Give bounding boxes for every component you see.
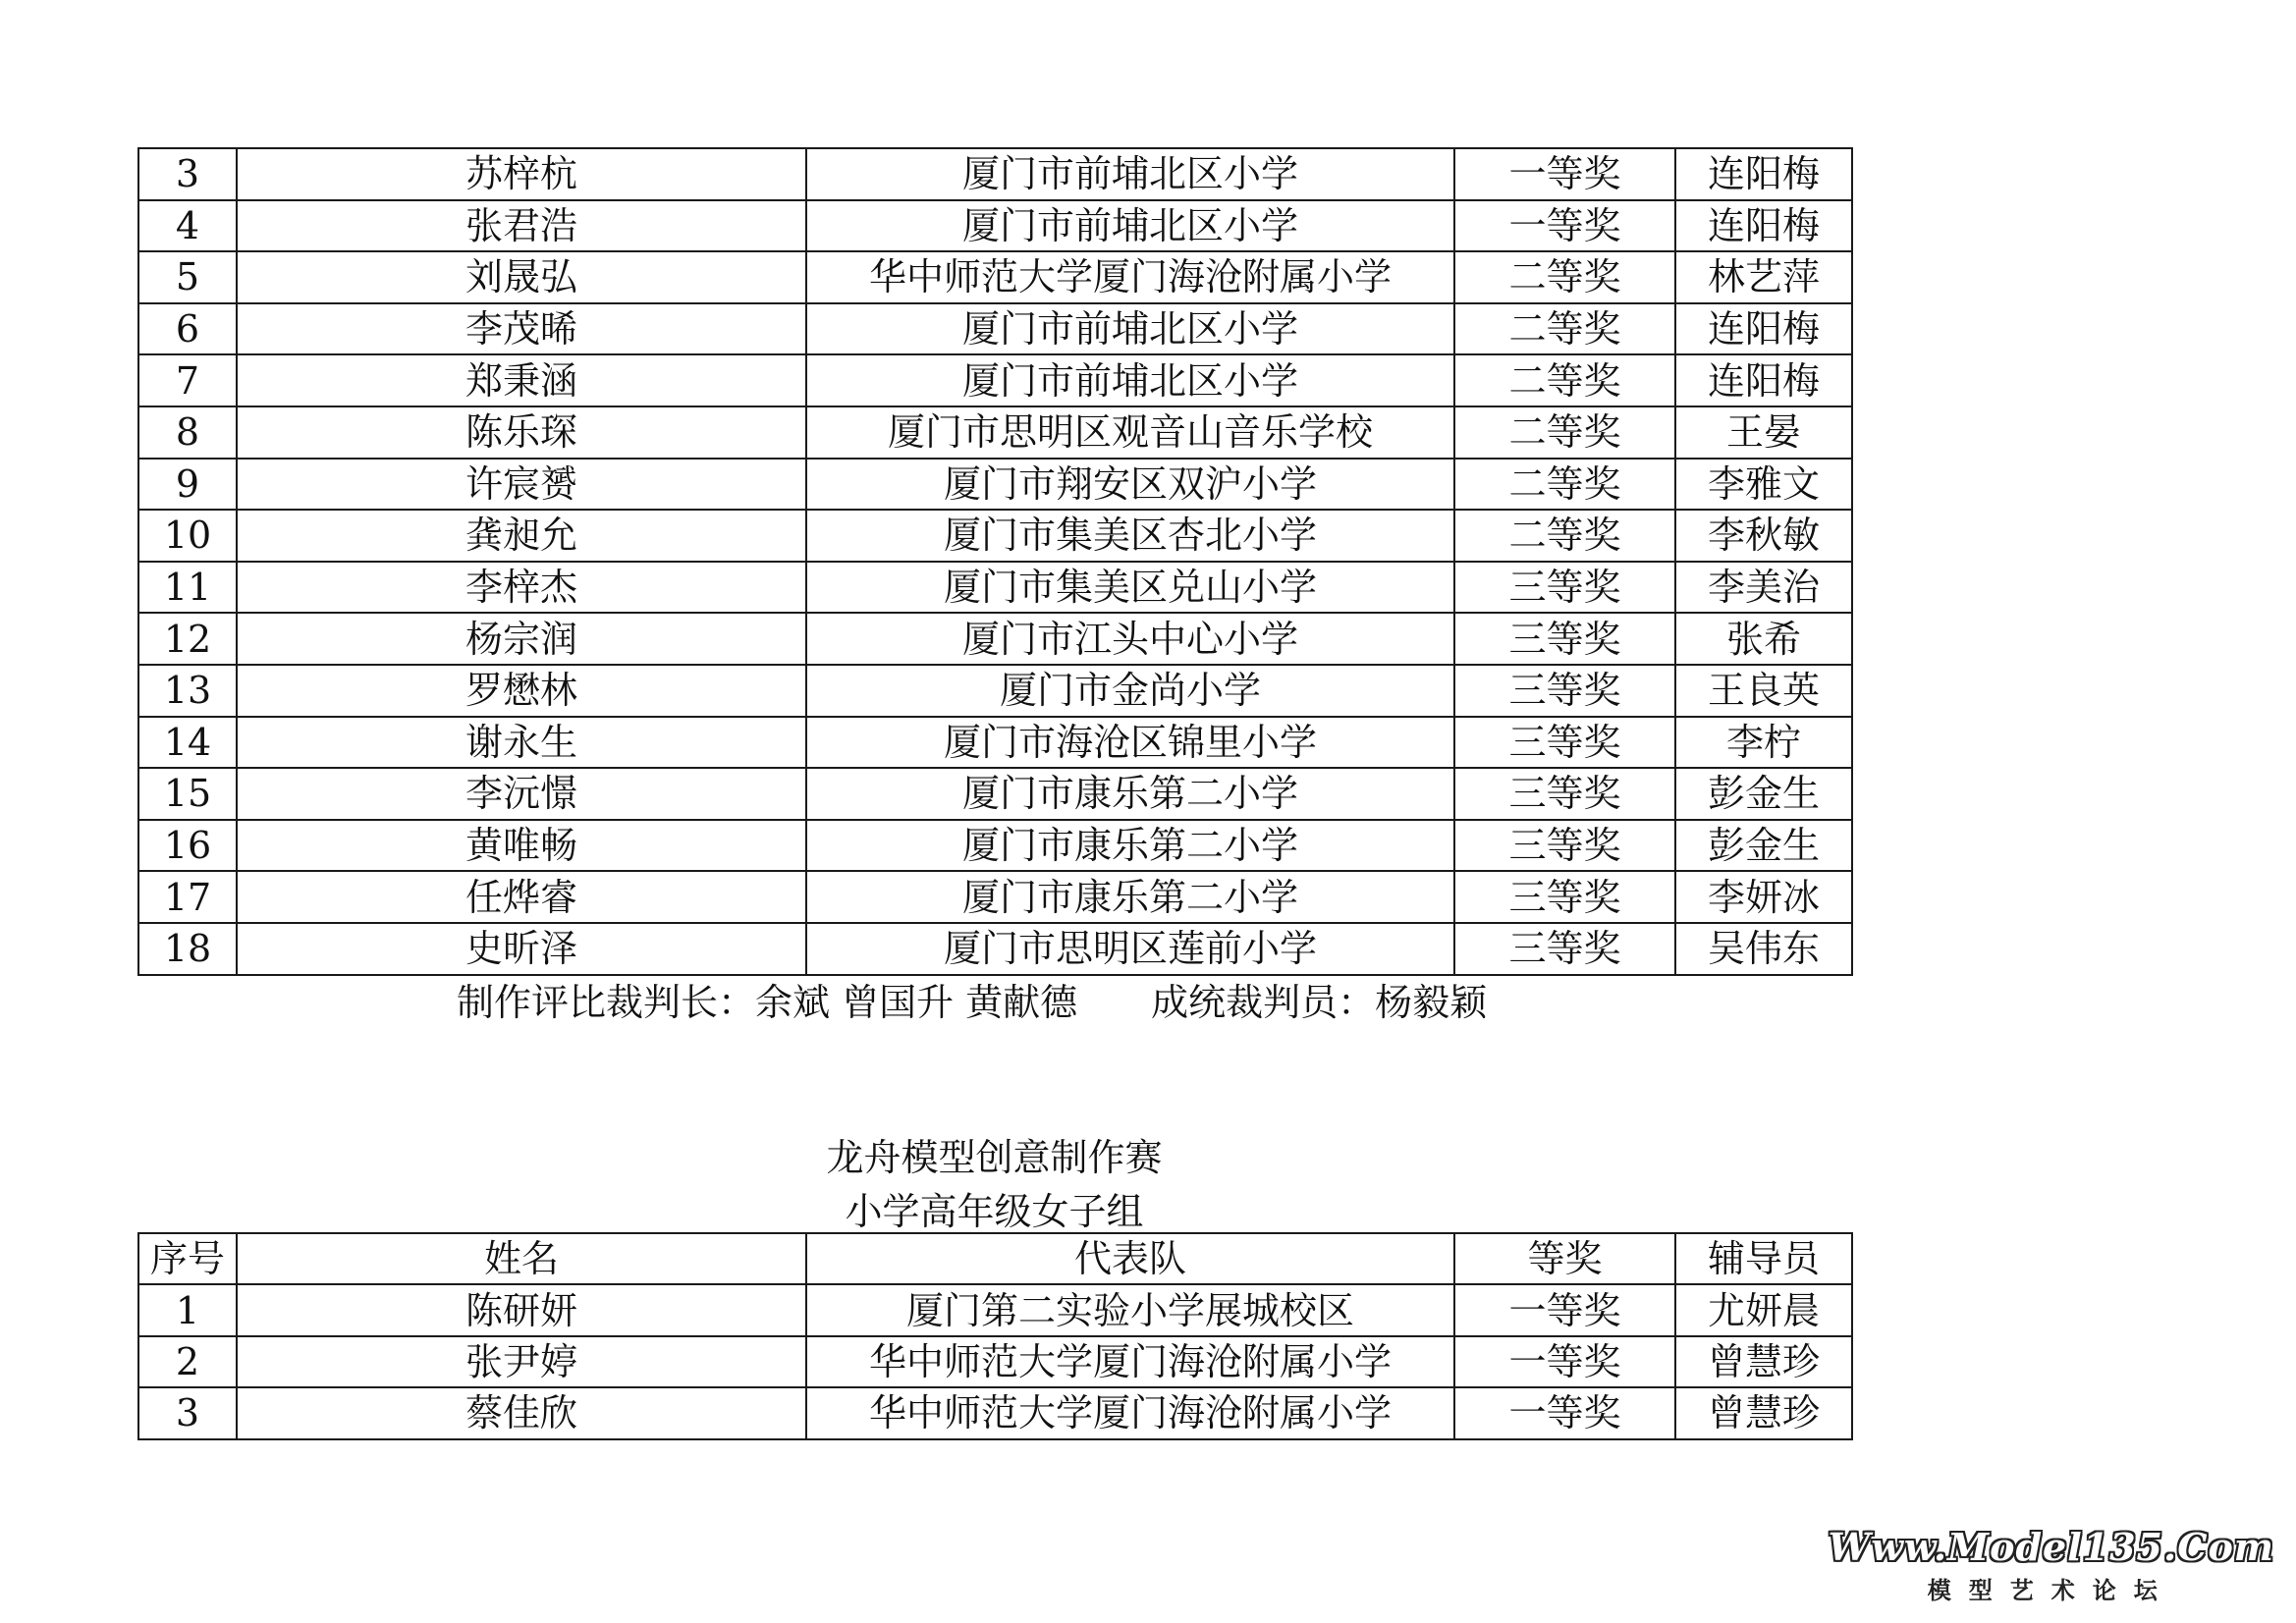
cell-name: 许宸赟	[237, 459, 806, 511]
table-row	[138, 354, 1852, 406]
cell-coach: 李妍冰	[1675, 871, 1852, 923]
cell-name: 陈乐琛	[237, 406, 806, 459]
cell-team: 厦门市前埔北区小学	[806, 303, 1454, 355]
cell-award: 一等奖	[1454, 148, 1675, 200]
awards-table-girls	[137, 1232, 1853, 1440]
cell-award: 三等奖	[1454, 562, 1675, 614]
cell-award: 一等奖	[1454, 1387, 1675, 1438]
table-row	[138, 1284, 1852, 1335]
cell-award: 二等奖	[1454, 459, 1675, 511]
site-watermark	[1829, 1525, 2274, 1605]
header-coach: 辅导员	[1675, 1233, 1852, 1284]
cell-team: 厦门市海沧区锦里小学	[806, 717, 1454, 769]
cell-no: 3	[138, 148, 237, 200]
cell-award: 一等奖	[1454, 1336, 1675, 1387]
cell-coach: 李柠	[1675, 717, 1852, 769]
cell-team: 厦门市集美区兑山小学	[806, 562, 1454, 614]
cell-coach: 王晏	[1675, 406, 1852, 459]
table-row	[138, 562, 1852, 614]
cell-coach: 吴伟东	[1675, 923, 1852, 975]
cell-no: 8	[138, 406, 237, 459]
table-row	[138, 303, 1852, 355]
cell-name: 李茂晞	[237, 303, 806, 355]
cell-name: 杨宗润	[237, 613, 806, 665]
cell-no: 7	[138, 354, 237, 406]
cell-coach: 连阳梅	[1675, 303, 1852, 355]
table-row	[138, 923, 1852, 975]
cell-coach: 彭金生	[1675, 820, 1852, 872]
header-team: 代表队	[806, 1233, 1454, 1284]
scoring-judge-text: 成统裁判员：杨毅颖	[1151, 981, 1488, 1024]
cell-team: 厦门市江头中心小学	[806, 613, 1454, 665]
cell-name: 陈研妍	[237, 1284, 806, 1335]
cell-no: 4	[138, 200, 237, 252]
table-row	[138, 820, 1852, 872]
table-row	[138, 1387, 1852, 1438]
table-row	[138, 406, 1852, 459]
table-row	[138, 665, 1852, 717]
table-row	[138, 1336, 1852, 1387]
header-award: 等奖	[1454, 1233, 1675, 1284]
awards-table-girls-body	[138, 1284, 1852, 1438]
cell-no: 11	[138, 562, 237, 614]
cell-team: 厦门市思明区观音山音乐学校	[806, 406, 1454, 459]
cell-award: 二等奖	[1454, 303, 1675, 355]
header-name: 姓名	[237, 1233, 806, 1284]
cell-award: 三等奖	[1454, 665, 1675, 717]
cell-award: 三等奖	[1454, 613, 1675, 665]
cell-name: 蔡佳欣	[237, 1387, 806, 1438]
cell-no: 3	[138, 1387, 237, 1438]
cell-name: 任烨睿	[237, 871, 806, 923]
judges-line	[457, 981, 1488, 1024]
production-judges-text: 制作评比裁判长：余斌 曾国升 黄献德	[457, 981, 1078, 1024]
cell-name: 龚昶允	[237, 510, 806, 562]
cell-award: 一等奖	[1454, 200, 1675, 252]
cell-no: 9	[138, 459, 237, 511]
cell-award: 二等奖	[1454, 251, 1675, 303]
cell-name: 史昕泽	[237, 923, 806, 975]
table-row	[138, 768, 1852, 820]
cell-name: 罗懋林	[237, 665, 806, 717]
cell-award: 三等奖	[1454, 820, 1675, 872]
cell-name: 张君浩	[237, 200, 806, 252]
cell-coach: 张希	[1675, 613, 1852, 665]
cell-no: 1	[138, 1284, 237, 1335]
cell-team: 厦门市前埔北区小学	[806, 148, 1454, 200]
cell-no: 18	[138, 923, 237, 975]
cell-award: 三等奖	[1454, 717, 1675, 769]
cell-team: 厦门市金尚小学	[806, 665, 1454, 717]
cell-no: 17	[138, 871, 237, 923]
cell-coach: 林艺萍	[1675, 251, 1852, 303]
cell-coach: 曾慧珍	[1675, 1336, 1852, 1387]
cell-no: 16	[138, 820, 237, 872]
cell-name: 李沅憬	[237, 768, 806, 820]
table-row	[138, 717, 1852, 769]
table-row	[138, 871, 1852, 923]
cell-no: 6	[138, 303, 237, 355]
cell-name: 苏梓杭	[237, 148, 806, 200]
cell-coach: 连阳梅	[1675, 148, 1852, 200]
cell-name: 刘晟弘	[237, 251, 806, 303]
cell-team: 厦门市康乐第二小学	[806, 768, 1454, 820]
cell-name: 李梓杰	[237, 562, 806, 614]
section-subtitle: 小学高年级女子组	[845, 1190, 1144, 1233]
cell-award: 二等奖	[1454, 406, 1675, 459]
cell-team: 厦门市康乐第二小学	[806, 871, 1454, 923]
watermark-caption: 模型艺术论坛	[1927, 1577, 2175, 1604]
cell-name: 黄唯畅	[237, 820, 806, 872]
cell-award: 二等奖	[1454, 510, 1675, 562]
cell-award: 三等奖	[1454, 923, 1675, 975]
table-header-row	[138, 1233, 1852, 1284]
cell-coach: 连阳梅	[1675, 200, 1852, 252]
table-row	[138, 251, 1852, 303]
cell-no: 15	[138, 768, 237, 820]
cell-team: 厦门市翔安区双沪小学	[806, 459, 1454, 511]
cell-team: 华中师范大学厦门海沧附属小学	[806, 1387, 1454, 1438]
cell-team: 厦门市前埔北区小学	[806, 200, 1454, 252]
cell-award: 三等奖	[1454, 871, 1675, 923]
cell-no: 10	[138, 510, 237, 562]
table-row	[138, 613, 1852, 665]
header-no: 序号	[138, 1233, 237, 1284]
table-row	[138, 459, 1852, 511]
cell-team: 厦门市思明区莲前小学	[806, 923, 1454, 975]
table-row	[138, 510, 1852, 562]
cell-name: 郑秉涵	[237, 354, 806, 406]
cell-team: 厦门市康乐第二小学	[806, 820, 1454, 872]
cell-coach: 李美治	[1675, 562, 1852, 614]
cell-team: 华中师范大学厦门海沧附属小学	[806, 1336, 1454, 1387]
cell-name: 张尹婷	[237, 1336, 806, 1387]
watermark-site-text: Www.Model135.Com	[1828, 1525, 2274, 1569]
cell-coach: 彭金生	[1675, 768, 1852, 820]
table-row	[138, 148, 1852, 200]
cell-no: 13	[138, 665, 237, 717]
cell-coach: 曾慧珍	[1675, 1387, 1852, 1438]
section-title: 龙舟模型创意制作赛	[826, 1136, 1163, 1179]
cell-team: 厦门市集美区杏北小学	[806, 510, 1454, 562]
awards-table-continued	[137, 147, 1853, 976]
cell-coach: 王良英	[1675, 665, 1852, 717]
cell-coach: 尤妍晨	[1675, 1284, 1852, 1335]
cell-team: 厦门市前埔北区小学	[806, 354, 1454, 406]
cell-no: 14	[138, 717, 237, 769]
awards-table-continued-body	[138, 148, 1852, 975]
cell-name: 谢永生	[237, 717, 806, 769]
cell-no: 12	[138, 613, 237, 665]
cell-team: 厦门第二实验小学展城校区	[806, 1284, 1454, 1335]
cell-no: 2	[138, 1336, 237, 1387]
cell-coach: 李雅文	[1675, 459, 1852, 511]
cell-award: 一等奖	[1454, 1284, 1675, 1335]
cell-award: 三等奖	[1454, 768, 1675, 820]
table-row	[138, 200, 1852, 252]
cell-coach: 李秋敏	[1675, 510, 1852, 562]
cell-award: 二等奖	[1454, 354, 1675, 406]
cell-no: 5	[138, 251, 237, 303]
cell-coach: 连阳梅	[1675, 354, 1852, 406]
cell-team: 华中师范大学厦门海沧附属小学	[806, 251, 1454, 303]
